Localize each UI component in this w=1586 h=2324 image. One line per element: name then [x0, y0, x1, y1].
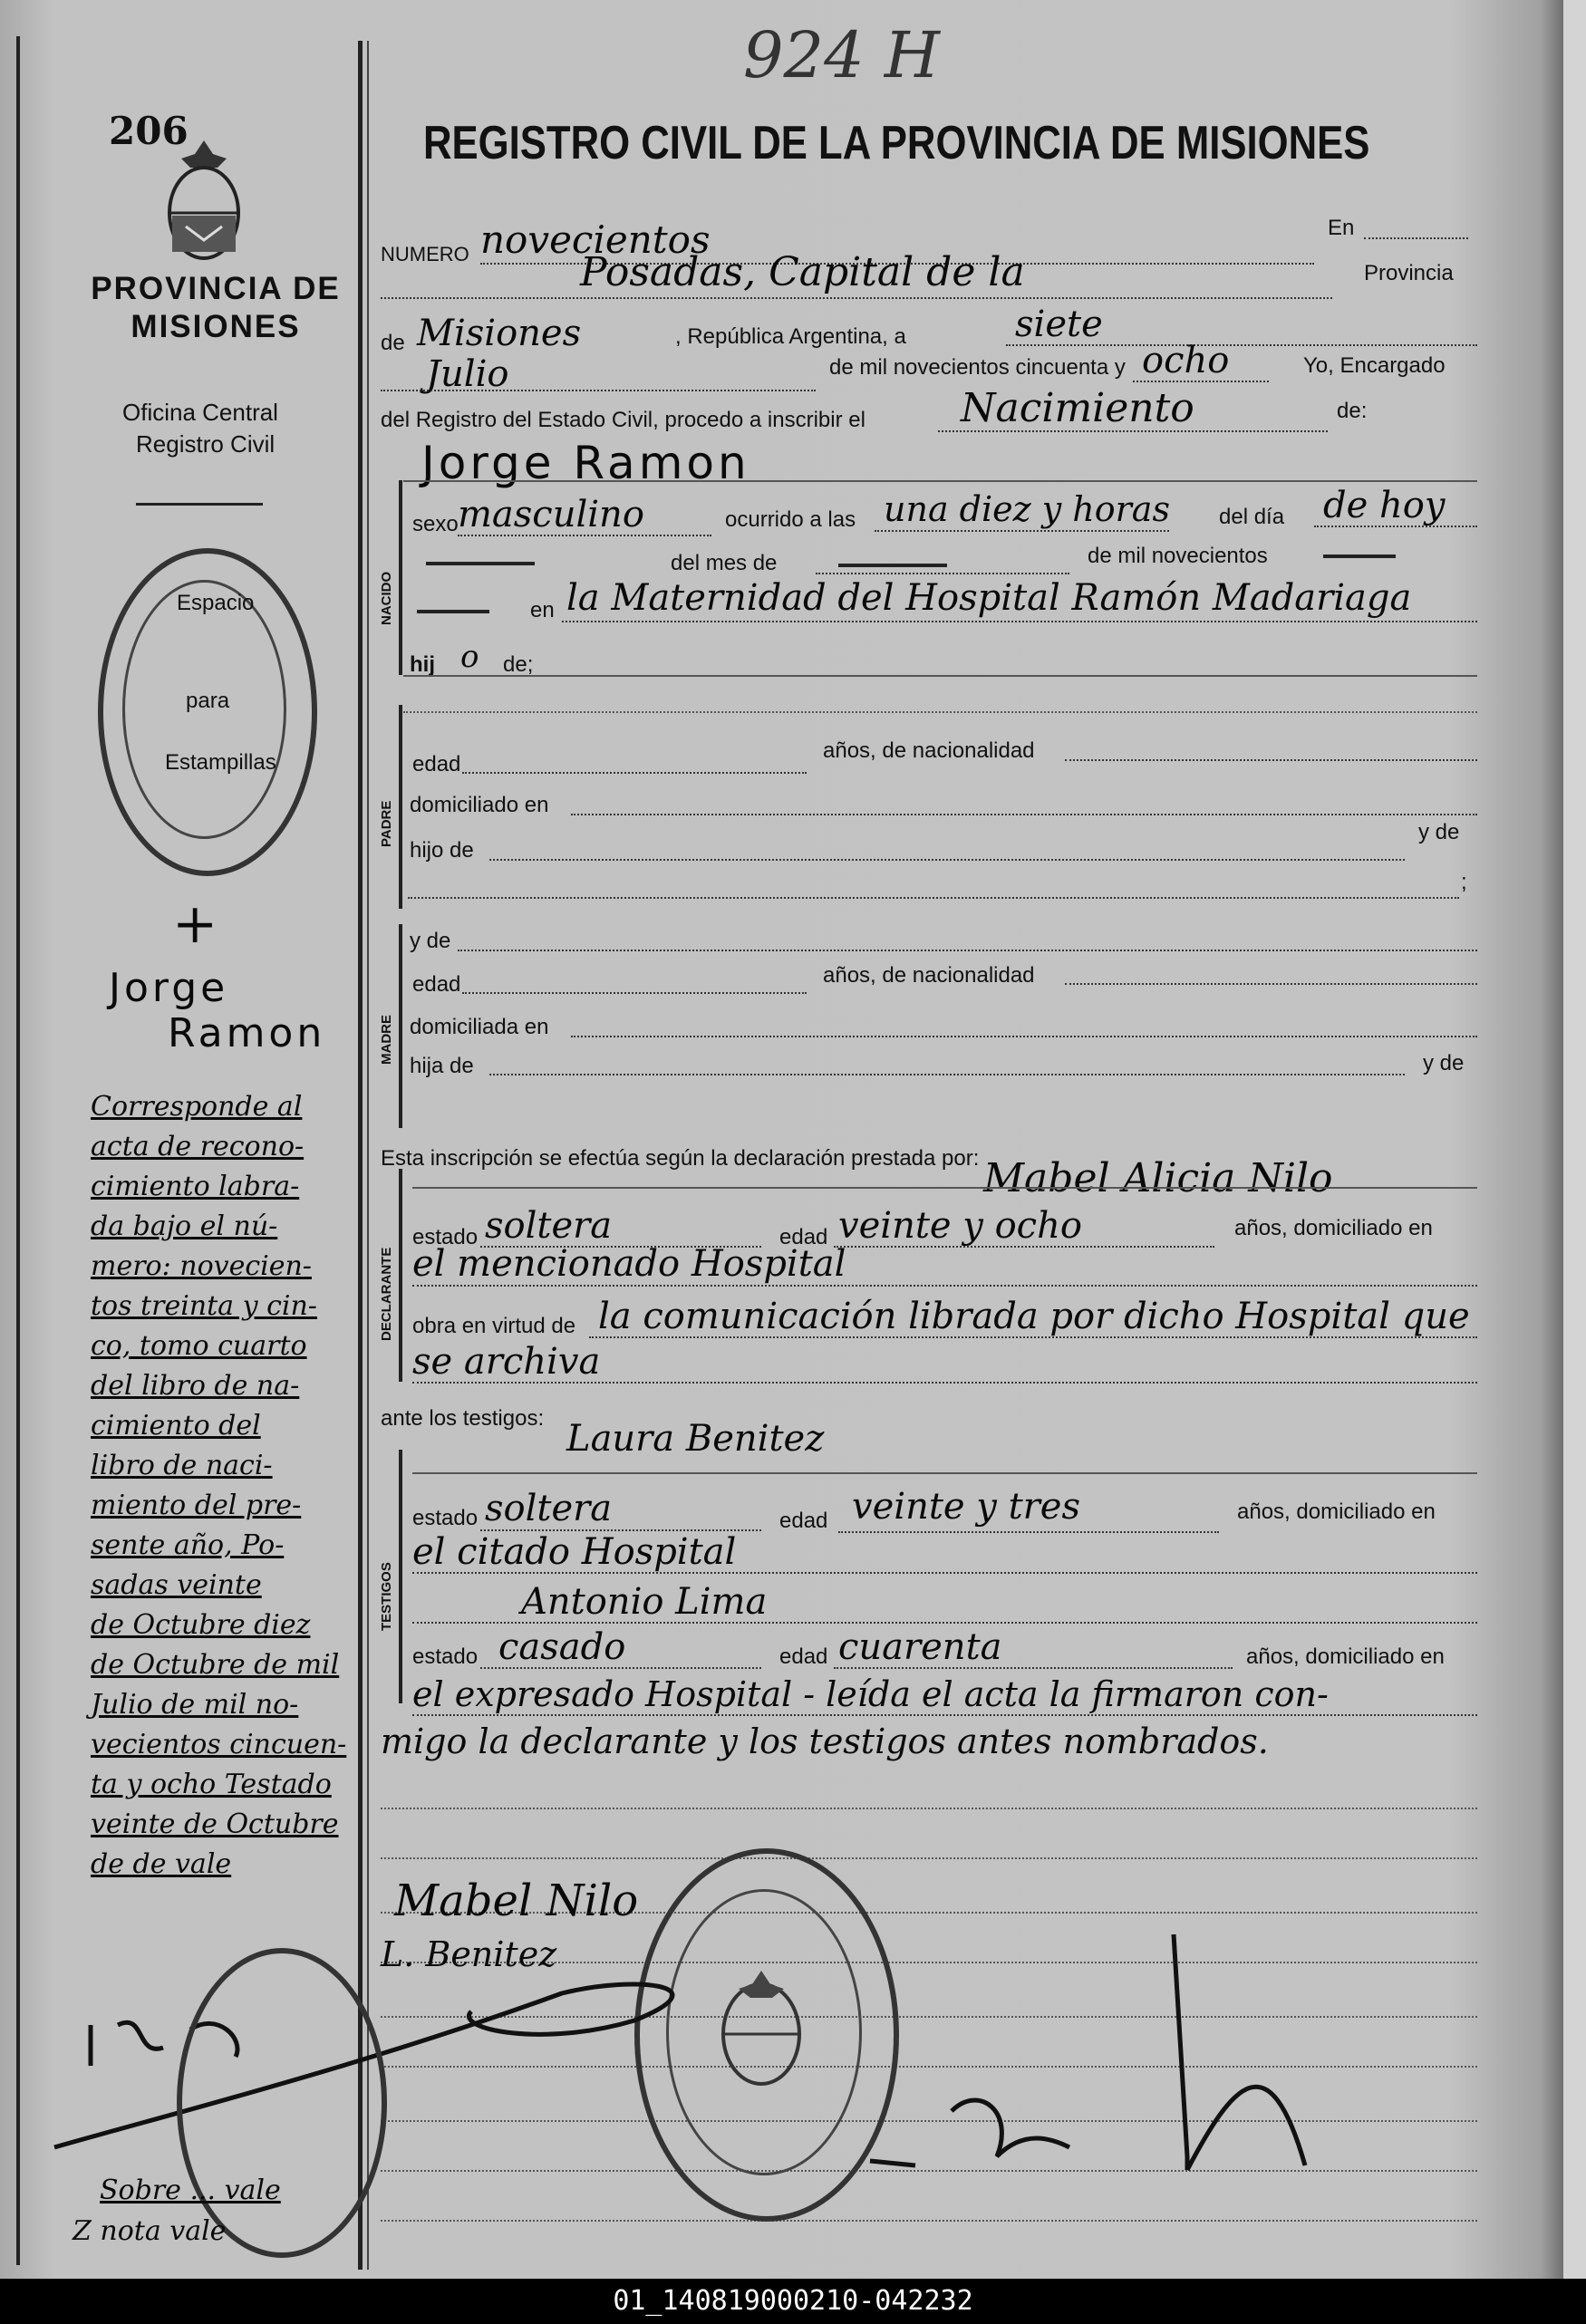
- dia-value: de hoy: [1323, 485, 1446, 526]
- margin-line-1: acta de recono-: [91, 1131, 305, 1162]
- binding-edge: [1563, 0, 1586, 2279]
- testigos-side-label: TESTIGOS: [379, 1562, 394, 1631]
- madre-y-de-label: y de: [410, 929, 451, 953]
- testigo1-anos-dom-label: años, domiciliado en: [1237, 1500, 1436, 1524]
- margin-line-4: mero: novecien-: [91, 1250, 312, 1282]
- madre-side-label: MADRE: [379, 1015, 394, 1065]
- declarante-estado-value: soltera: [485, 1205, 613, 1247]
- de-colon-label: de:: [1337, 399, 1368, 423]
- testigo1-domicilio-value: el citado Hospital: [412, 1531, 737, 1573]
- margin-line-7: del libro de na-: [91, 1370, 300, 1402]
- madre-anos-label: años, de nacionalidad: [823, 963, 1035, 988]
- margin-line-15: Julio de mil no-: [91, 1689, 299, 1721]
- del-mes-label: del mes de: [671, 551, 778, 575]
- margin-line-19: de de vale: [91, 1848, 232, 1880]
- testigo1-edad-value: veinte y tres: [852, 1486, 1080, 1528]
- en-label: En: [1328, 216, 1355, 240]
- image-caption: 01_140819000210-042232: [0, 2279, 1586, 2324]
- testigos-label: ante los testigos:: [381, 1406, 545, 1431]
- provincia-label: Provincia: [1364, 261, 1454, 285]
- declarante-edad-value: veinte y ocho: [838, 1205, 1082, 1247]
- testigo1-name: Laura Benitez: [566, 1418, 825, 1460]
- padre-y-de-label: y de: [1418, 820, 1460, 844]
- margin-line-12: sadas veinte: [91, 1569, 262, 1601]
- margin-line-8: cimiento del: [91, 1410, 261, 1442]
- declarante-side-label: DECLARANTE: [379, 1247, 394, 1341]
- official-seal-margin: [177, 1948, 387, 2258]
- stamp-space-line1: Espacio: [177, 591, 255, 615]
- del-registro-label: del Registro del Estado Civil, procedo a inscribir el: [381, 408, 866, 432]
- sexo-label: sexo: [412, 512, 459, 536]
- testigo2-edad-value: cuarenta: [838, 1626, 1002, 1668]
- testigo2-estado-label: estado: [412, 1644, 479, 1669]
- numero-value: novecientos: [480, 217, 711, 262]
- margin-line-18: veinte de Octubre: [91, 1808, 339, 1840]
- testigo1-estado-value: soltera: [485, 1488, 613, 1529]
- republica-label: , República Argentina, a: [675, 324, 906, 349]
- signature-testigo: L. Benitez: [381, 1934, 557, 1974]
- city-value: Posadas, Capital de la: [580, 249, 1025, 295]
- stamp-space-line3: Estampillas: [165, 750, 276, 775]
- padre-domicilio-label: domiciliado en: [410, 793, 549, 817]
- testigo2-estado-value: casado: [498, 1626, 626, 1668]
- padre-semicolon: ;: [1461, 870, 1467, 894]
- madre-edad-label: edad: [412, 972, 461, 997]
- top-handwritten-number: 924 H: [743, 18, 940, 92]
- margin-line-5: tos treinta y cin-: [91, 1290, 317, 1322]
- stamp-space-line2: para: [186, 689, 230, 713]
- month-value: Julio: [426, 353, 509, 395]
- margin-line-0: Corresponde al: [91, 1091, 303, 1123]
- en-lugar-label: en: [530, 598, 555, 622]
- de-semicolon: de;: [503, 652, 534, 677]
- signature-declarante: Mabel Nilo: [394, 1876, 639, 1926]
- mil-label: de mil novecientos cincuenta y: [829, 355, 1126, 380]
- testigo2-name: Antonio Lima: [521, 1581, 768, 1623]
- year-value: ocho: [1142, 340, 1230, 381]
- document-title: REGISTRO CIVIL DE LA PROVINCIA DE MISIONES: [423, 117, 1370, 169]
- padre-anos-label: años, de nacionalidad: [823, 738, 1035, 763]
- day-value: siete: [1015, 304, 1103, 345]
- page-number: 206: [109, 109, 189, 153]
- testigo2-domicilio-value: el expresado Hospital - leída el acta la firmaron con-: [412, 1674, 1329, 1714]
- declarante-domicilio-value: el mencionado Hospital: [412, 1243, 846, 1285]
- margin-name1: Jorge: [109, 965, 229, 1011]
- declarante-edad-label: edad: [779, 1225, 828, 1249]
- child-name-value: Jorge Ramon: [421, 437, 750, 489]
- obra-label: obra en virtud de: [412, 1314, 576, 1338]
- declarante-anos-dom-label: años, domiciliado en: [1234, 1216, 1433, 1240]
- sexo-value: masculino: [458, 494, 644, 535]
- margin-line-10: miento del pre-: [91, 1490, 302, 1521]
- testigo2-edad-label: edad: [779, 1644, 828, 1669]
- closing-line: migo la declarante y los testigos antes nombrados.: [381, 1721, 1269, 1761]
- hour-value: una diez y horas: [884, 489, 1170, 529]
- hij-value: o: [460, 639, 479, 675]
- obra-value2: se archiva: [412, 1341, 601, 1383]
- margin-line-2: cimiento labra-: [91, 1171, 300, 1202]
- margin-line-6: co, tomo cuarto: [91, 1330, 307, 1362]
- padre-hijo-de-label: hijo de: [410, 838, 474, 863]
- margin-line-17: ta y ocho Testado: [91, 1769, 332, 1800]
- madre-domiciliada-label: domiciliada en: [410, 1015, 549, 1039]
- margin-line-14: de Octubre de mil: [91, 1649, 340, 1681]
- margin-bottom1: Sobre ... vale: [100, 2175, 281, 2206]
- numero-label: NUMERO: [381, 243, 469, 265]
- nacido-side-label: NACIDO: [379, 571, 394, 625]
- ocurrido-label: ocurrido a las: [725, 507, 856, 532]
- testigo1-edad-label: edad: [779, 1509, 828, 1533]
- testigo1-estado-label: estado: [412, 1506, 479, 1530]
- margin-line-13: de Octubre diez: [91, 1609, 311, 1641]
- padre-side-label: PADRE: [379, 800, 394, 847]
- padre-edad-label: edad: [412, 752, 461, 776]
- declarante-estado-label: estado: [412, 1225, 479, 1249]
- margin-cross: +: [172, 892, 218, 956]
- margin-line-11: sente año, Po-: [91, 1529, 285, 1561]
- province-value: Misiones: [417, 313, 582, 354]
- declarante-name: Mabel Alicia Nilo: [983, 1155, 1333, 1201]
- margin-name2: Ramon: [168, 1010, 326, 1056]
- office-line1: Oficina Central: [122, 399, 278, 426]
- del-dia-label: del día: [1219, 505, 1285, 529]
- margin-line-3: da bajo el nú-: [91, 1210, 278, 1242]
- testigo2-anos-dom-label: años, domiciliado en: [1246, 1644, 1445, 1669]
- margin-line-16: vecientos cincuen-: [91, 1729, 347, 1760]
- obra-value: la comunicación librada por dicho Hospital que: [598, 1296, 1470, 1337]
- de-label: de: [381, 331, 405, 355]
- province-text: PROVINCIA DE MISIONES: [91, 271, 341, 344]
- madre-hija-de-label: hija de: [410, 1054, 474, 1078]
- encargado-label: Yo, Encargado: [1303, 353, 1446, 378]
- office-line2: Registro Civil: [136, 430, 276, 458]
- madre-y-de-end: y de: [1423, 1051, 1465, 1075]
- hij-label: hij: [410, 652, 435, 677]
- mil-nov-label: de mil novecientos: [1088, 544, 1268, 568]
- margin-note-lines: [91, 1087, 358, 1885]
- margin-line-9: libro de naci-: [91, 1450, 273, 1481]
- act-type-value: Nacimiento: [961, 385, 1194, 431]
- place-value: la Maternidad del Hospital Ramón Madariaga: [566, 577, 1412, 619]
- margin-bottom2: Z nota vale: [73, 2215, 227, 2247]
- inscripcion-label: Esta inscripción se efectúa según la declaración prestada por:: [381, 1146, 980, 1171]
